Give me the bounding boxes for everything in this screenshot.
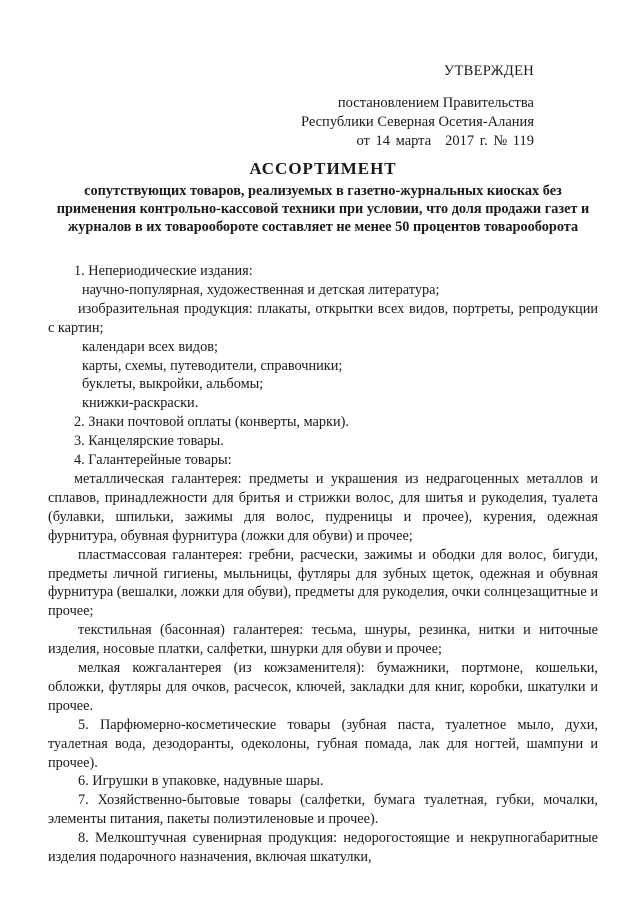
paragraph-3: 3. Канцелярские товары. [74,433,224,450]
approval-year-number: 2017 г. № 119 [445,133,534,149]
list-item-coloring-books: книжки-раскраски. [82,395,199,412]
approval-line-republic: Республики Северная Осетия-Алания [300,114,534,130]
approval-date: от 14 марта [356,133,432,149]
approval-block [301,62,534,151]
list-item-plastic-haberdashery: пластмассовая галантерея: гребни, расчески, зажимы и ободки для волос, бигуди, предметы личной гигиены, мыльницы, футляры для зубных щеток, одежная и обувная фурнитура (вешалки, ложки для обуви), предметы для рукоделия, очки солнцезащитные и прочее; [48,546,598,620]
document-body [48,262,598,867]
paragraph-4: 4. Галантерейные товары: [74,452,232,469]
document-title: АССОРТИМЕНТ [249,159,397,178]
list-item-leather-haberdashery: мелкая кожгалантерея (из кожзаменителя): бумажники, портмоне, кошельки, обложки, футляры для очков, расчесок, ключей, закладки для книг, коробки, шкатулки и прочее. [48,660,598,714]
approval-line-resolution: постановлением Правительства [337,95,534,111]
approval-title: УТВЕРЖДЕН [443,63,534,79]
approval-date-line [301,132,534,151]
document-subtitle: сопутствующих товаров, реализуемых в газетно-журнальных киосках без применения контрольно-кассовой техники при условии, что доля продажи газет и журналов в их товарообороте составляет не менее 50 процентов товарооборота [56,183,590,235]
paragraph-5: 5. Парфюмерно-косметические товары (зубная паста, туалетное мыло, духи, туалетная вода, дезодоранты, одеколоны, губная помада, лак для ногтей, шампуни и прочее). [48,716,598,771]
list-item-literature: научно-популярная, художественная и детская литература; [82,281,440,298]
list-item-metal-haberdashery: металлическая галантерея: предметы и украшения из недрагоценных металлов и сплавов, принадлежности для бритья и стрижки волос, для шитья и рукоделия, туалета (булавки, шпильки, зажимы для волос, пудреницы и прочее), курения, одежная фурнитура, обувная фурнитура (ложки для обуви) и прочее; [48,470,598,544]
paragraph-8: 8. Мелкоштучная сувенирная продукция: недорогостоящие и некрупногабаритные изделия подарочного назначения, включая шкатулки, [48,830,598,866]
document-heading [48,158,598,236]
list-item-visual-products: изобразительная продукция: плакаты, открытки всех видов, портреты, репродукции с картин; [48,300,598,336]
list-item-calendars: календари всех видов; [82,338,218,355]
paragraph-1: 1. Непериодические издания: [74,263,253,279]
paragraph-7: 7. Хозяйственно-бытовые товары (салфетки, бумага туалетная, губки, мочалки, элементы питания, пакеты полиэтиленовые и прочее). [48,792,598,828]
paragraph-2: 2. Знаки почтовой оплаты (конверты, марки). [74,414,349,431]
list-item-booklets: буклеты, выкройки, альбомы; [82,376,264,393]
list-item-maps: карты, схемы, путеводители, справочники; [82,357,343,374]
list-item-textile-haberdashery: текстильная (басонная) галантерея: тесьма, шнуры, резинка, нитки и ниточные изделия, носовые платки, салфетки, шнурки для обуви и прочее; [48,622,598,658]
paragraph-6: 6. Игрушки в упаковке, надувные шары. [78,773,324,790]
